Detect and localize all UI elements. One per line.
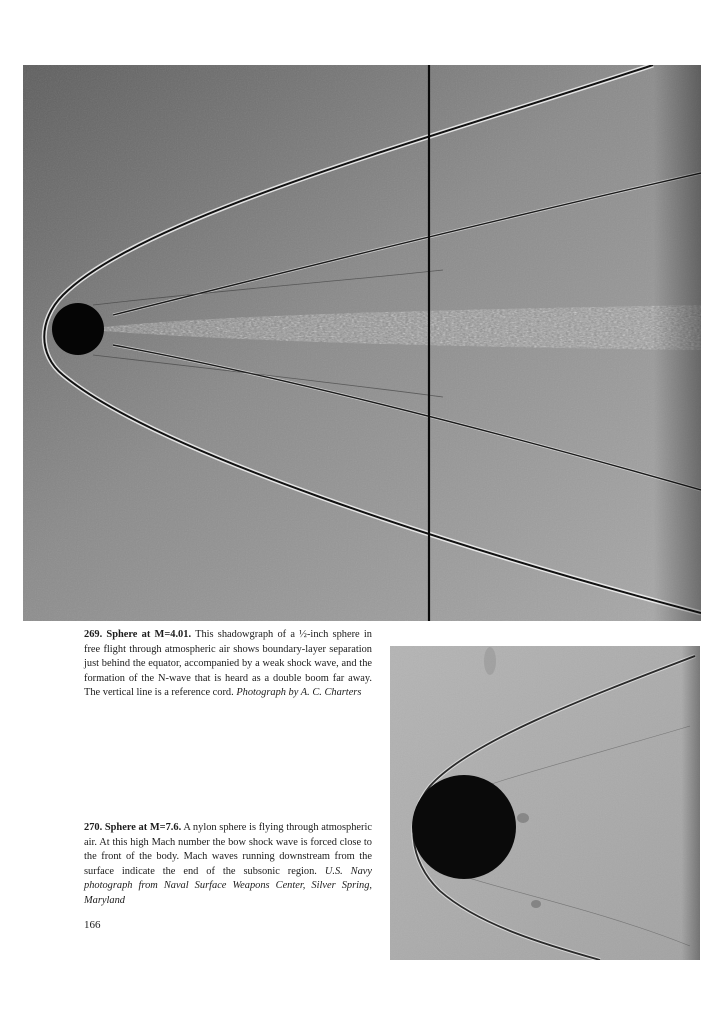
page-number: 166 [84, 919, 101, 931]
figure-269-caption-body: This shadowgraph of a ½-inch sphere in free flight through atmospheric air shows boundary-layer separation just behind the equator, accompanied by a weak shock wave, and the formation of the N-wave that is heard as a double boom far away. The vertical line is a reference cord. [84, 629, 372, 699]
shadowgraph-sphere-mach-7-6 [390, 646, 700, 960]
figure-270-caption-body: A nylon sphere is flying through atmospheric air. At this high Mach number the bow shock wave is forced close to the front of the body. Mach waves running downstream from the surface indicate the end of the subsonic region. [84, 822, 372, 877]
figure-269-photo-credit: Photograph by A. C. Charters [236, 687, 362, 699]
figure-270-photo-credit: U.S. Navy photograph from Naval Surface Weapons Center, Silver Spring, Maryland [84, 865, 373, 906]
figure-270-caption [84, 821, 372, 909]
figure-270-caption-title: 270. Sphere at M=7.6. [84, 822, 182, 833]
figure-269-caption-title: 269. Sphere at M=4.01. [84, 629, 192, 640]
figure-270-photograph [390, 646, 700, 960]
figure-269-photograph [23, 65, 701, 621]
figure-269-caption [84, 628, 372, 701]
shadowgraph-sphere-mach-4-01 [23, 65, 701, 621]
